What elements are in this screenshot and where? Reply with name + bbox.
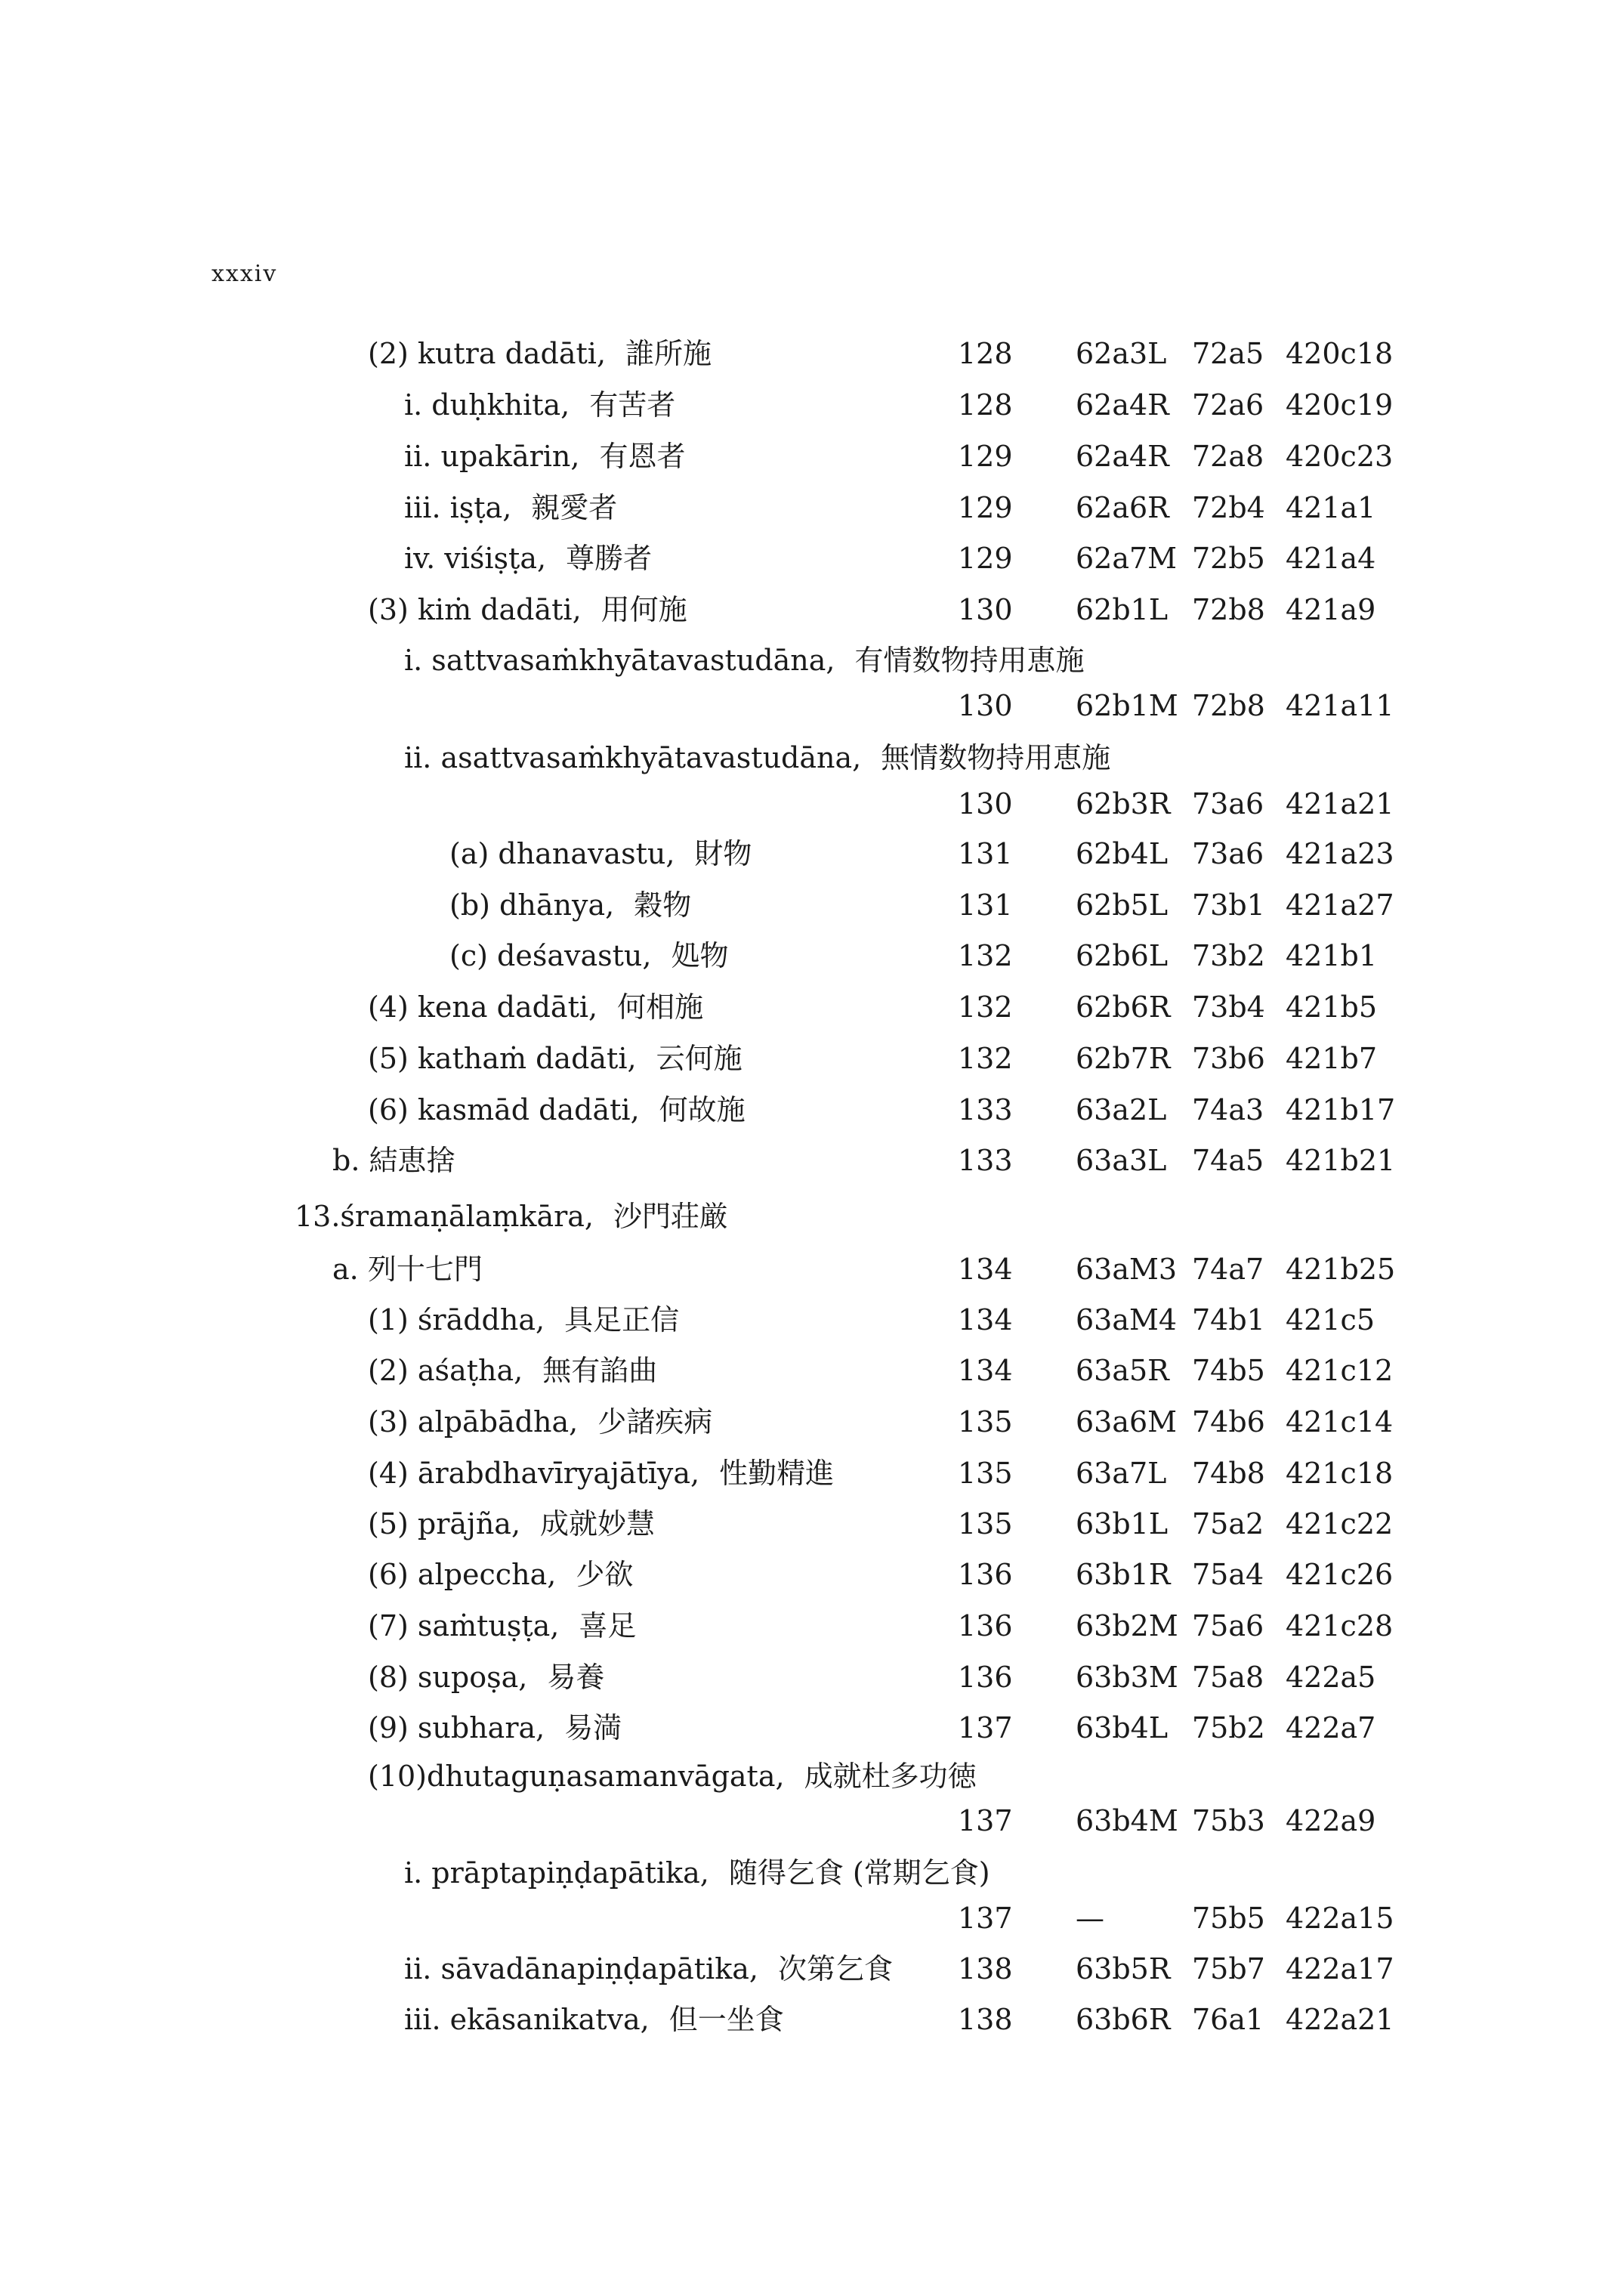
entry-title [368,1605,636,1647]
toc-entry [0,1553,1624,1596]
entry-ref1: 63b4L [1076,1711,1169,1744]
toc-entry [0,1503,1624,1545]
entry-chinese: 無情数物持用恵施 [881,741,1111,774]
toc-entry [0,1195,1624,1238]
entry-page: 128 [958,337,1013,370]
entry-ref3: 421c28 [1286,1609,1394,1642]
entry-ref3: 420c23 [1286,440,1394,473]
entry-ref1: 62b1M [1076,689,1178,722]
entry-ref1: 62b6L [1076,939,1169,972]
entry-sanskrit: (4) ārabdhavīryajātīya, [368,1457,700,1490]
entry-chinese: 但一坐食 [668,2003,784,2036]
entry-title [404,1852,990,1894]
toc-entry [0,1998,1624,2041]
entry-title [404,487,617,529]
entry-sanskrit: i. sattvasaṁkhyātavastudāna, [404,644,835,677]
entry-title [332,1139,455,1182]
page-number: xxxiv [211,261,278,287]
entry-title [368,1452,834,1494]
entry-ref1: 62a4R [1076,440,1169,473]
toc-entry [0,1755,1624,1797]
entry-page: 137 [958,1711,1013,1744]
entry-ref2: 75a4 [1192,1558,1264,1591]
entry-chinese: 喜足 [579,1609,637,1642]
entry-ref3: 421c5 [1286,1303,1375,1337]
entry-page: 134 [958,1303,1013,1337]
entry-title [404,1998,784,2041]
entry-ref1: 63a5R [1076,1354,1169,1387]
toc-entry [0,1707,1624,1749]
toc-entry [0,1452,1624,1494]
entry-chinese: 有恩者 [599,440,686,473]
toc-entry [0,435,1624,477]
entry-page: 136 [958,1661,1013,1694]
entry-ref2: 73b6 [1192,1042,1265,1075]
entry-ref2: 72a5 [1192,337,1264,370]
entry-page: 129 [958,542,1013,575]
entry-sanskrit: (2) aśaṭha, [368,1354,523,1387]
entry-title [368,1349,657,1392]
entry-page: 132 [958,1042,1013,1075]
entry-ref3: 421a21 [1286,787,1394,820]
entry-ref3: 422a21 [1286,2003,1394,2036]
entry-title [368,1553,633,1596]
entry-ref1: 62b1L [1076,593,1169,626]
entry-page: 135 [958,1405,1013,1438]
entry-page: 137 [958,1902,1013,1935]
entry-page: 133 [958,1093,1013,1126]
entry-ref3: 422a17 [1286,1952,1394,1985]
toc-entry [0,986,1624,1028]
entry-sanskrit: (a) dhanavastu, [449,837,675,870]
toc-entry [0,1349,1624,1392]
entry-ref2: 74a3 [1192,1093,1264,1126]
entry-ref3: 421c12 [1286,1354,1394,1387]
entry-title [368,1755,977,1797]
entry-chinese: 性勤精進 [719,1457,835,1490]
entry-ref3: 421a11 [1286,689,1394,722]
entry-chinese: 有情数物持用恵施 [854,644,1085,677]
entry-title [368,1037,743,1080]
entry-ref1: 62a7M [1076,542,1178,575]
entry-page: 135 [958,1457,1013,1490]
toc-entry [0,833,1624,875]
entry-ref1: 63aM4 [1076,1303,1178,1337]
entry-ref3: 421a4 [1286,542,1376,575]
entry-chinese: 尊勝者 [566,542,653,575]
entry-ref3: 422a5 [1286,1661,1376,1694]
entry-chinese: 易養 [547,1661,605,1694]
entry-title [449,935,728,977]
entry-ref3: 422a7 [1286,1711,1376,1744]
entry-sanskrit: (2) kutra dadāti, [368,337,607,370]
entry-page: 136 [958,1609,1013,1642]
entry-title [368,589,687,631]
entry-sanskrit: (5) kathaṁ dadāti, [368,1042,637,1075]
entry-sanskrit: i. prāptapiṇḍapātika, [404,1856,709,1890]
toc-entry [0,783,1624,825]
entry-title [404,639,1084,681]
entry-sanskrit: (7) saṁtuṣṭa, [368,1609,560,1642]
entry-title [404,1948,893,1990]
entry-ref3: 421c14 [1286,1405,1394,1438]
entry-ref1: 62b7R [1076,1042,1171,1075]
entry-page: 134 [958,1253,1013,1286]
toc-entry [0,884,1624,926]
entry-ref2: 72b4 [1192,491,1265,524]
entry-page: 134 [958,1354,1013,1387]
entry-sanskrit: a. 列十七門 [332,1253,483,1286]
entry-title [404,384,675,426]
entry-ref3: 421a27 [1286,888,1394,922]
entry-ref3: 421b17 [1286,1093,1396,1126]
entry-chinese: 沙門荘厳 [613,1200,729,1233]
toc-entry [0,684,1624,727]
entry-ref1: 63b4M [1076,1804,1178,1837]
entry-ref1: 62b5L [1076,888,1169,922]
entry-title [449,833,752,875]
entry-page: 132 [958,939,1013,972]
entry-sanskrit: ii. upakārin, [404,440,580,473]
entry-ref3: 420c18 [1286,337,1394,370]
entry-ref2: 74a5 [1192,1144,1264,1177]
entry-ref2: 75b2 [1192,1711,1265,1744]
toc-entry [0,1852,1624,1894]
entry-ref1: — [1076,1902,1104,1935]
entry-ref3: 421b25 [1286,1253,1396,1286]
entry-ref3: 421a23 [1286,837,1394,870]
entry-title [404,737,1110,779]
entry-ref2: 72b8 [1192,593,1265,626]
entry-ref3: 421a1 [1286,491,1376,524]
entry-sanskrit: (c) deśavastu, [449,939,652,972]
entry-title [368,1401,712,1443]
entry-sanskrit: (10)dhutaguṇasamanvāgata, [368,1760,785,1793]
entry-ref2: 74b6 [1192,1405,1265,1438]
entry-chinese: 成就妙慧 [540,1507,656,1540]
entry-ref2: 72a6 [1192,388,1264,422]
entry-sanskrit: (3) kiṁ dadāti, [368,593,582,626]
entry-ref2: 74a7 [1192,1253,1264,1286]
entry-ref2: 72b5 [1192,542,1265,575]
entry-page: 131 [958,888,1013,922]
entry-sanskrit: (3) alpābādha, [368,1405,579,1438]
toc-entry [0,332,1624,375]
toc-entry [0,1800,1624,1842]
entry-ref2: 73b4 [1192,990,1265,1024]
toc-entry [0,589,1624,631]
entry-ref2: 75b3 [1192,1804,1265,1837]
entry-ref1: 63b2M [1076,1609,1178,1642]
entry-ref1: 63b1R [1076,1558,1171,1591]
toc-entry [0,384,1624,426]
entry-ref3: 421c18 [1286,1457,1394,1490]
entry-page: 136 [958,1558,1013,1591]
entry-chinese: 何故施 [659,1093,746,1126]
entry-sanskrit: (5) prājña, [368,1507,521,1540]
toc-entry [0,1139,1624,1182]
entry-ref3: 421c26 [1286,1558,1394,1591]
entry-chinese: 次第乞食 [777,1952,893,1985]
entry-ref3: 422a15 [1286,1902,1394,1935]
entry-title [332,1248,483,1290]
entry-page: 128 [958,388,1013,422]
entry-ref1: 63a6M [1076,1405,1178,1438]
entry-ref1: 62b6R [1076,990,1171,1024]
toc-entry [0,1037,1624,1080]
entry-title [368,986,703,1028]
entry-ref2: 75a8 [1192,1661,1264,1694]
entry-page: 137 [958,1804,1013,1837]
toc-entry [0,537,1624,579]
entry-sanskrit: 13.śramaṇālaṃkāra, [295,1200,594,1233]
entry-chinese: 成就杜多功徳 [804,1760,977,1793]
entry-title [368,1656,604,1698]
entry-chinese: 有苦者 [589,388,676,422]
entry-page: 129 [958,491,1013,524]
toc-entry [0,1089,1624,1131]
entry-chinese: 用何施 [601,593,687,626]
entry-sanskrit: (1) śrāddha, [368,1303,545,1337]
entry-sanskrit: (6) kasmād dadāti, [368,1093,640,1126]
entry-ref2: 75a6 [1192,1609,1264,1642]
entry-title [368,1503,655,1545]
entry-ref1: 63a7L [1076,1457,1167,1490]
toc-entry [0,1897,1624,1939]
entry-ref3: 420c19 [1286,388,1394,422]
entry-page: 138 [958,2003,1013,2036]
entry-ref1: 63b6R [1076,2003,1171,2036]
entry-title [368,1089,746,1131]
entry-ref2: 75b5 [1192,1902,1265,1935]
entry-ref2: 74b8 [1192,1457,1265,1490]
toc-entry [0,639,1624,681]
toc-entry [0,1656,1624,1698]
entry-page: 135 [958,1507,1013,1540]
entry-page: 132 [958,990,1013,1024]
entry-title [449,884,691,926]
toc-entry [0,1605,1624,1647]
entry-page: 138 [958,1952,1013,1985]
entry-chinese: 無有諂曲 [542,1354,658,1387]
toc-entry [0,1948,1624,1990]
entry-ref2: 73b2 [1192,939,1265,972]
entry-ref3: 421c22 [1286,1507,1394,1540]
toc-entry [0,935,1624,977]
entry-sanskrit: (8) supoṣa, [368,1661,528,1694]
entry-chinese: 親愛者 [531,491,618,524]
entry-ref1: 63a2L [1076,1093,1167,1126]
entry-ref2: 75a2 [1192,1507,1264,1540]
entry-ref1: 63b3M [1076,1661,1178,1694]
entry-title [368,332,712,375]
entry-title [404,435,686,477]
entry-sanskrit: (4) kena dadāti, [368,990,598,1024]
entry-sanskrit: (b) dhānya, [449,888,615,922]
entry-ref1: 62a3L [1076,337,1167,370]
entry-ref1: 62b3R [1076,787,1171,820]
entry-chinese: 穀物 [634,888,692,922]
entry-ref2: 74b5 [1192,1354,1265,1387]
entry-ref2: 74b1 [1192,1303,1265,1337]
entry-ref1: 62a6R [1076,491,1169,524]
entry-chinese: 随得乞食 (常期乞食) [728,1856,990,1890]
entry-chinese: 云何施 [656,1042,743,1075]
entry-sanskrit: ii. sāvadānapiṇḍapātika, [404,1952,758,1985]
entry-ref1: 63a3L [1076,1144,1167,1177]
entry-ref2: 72b8 [1192,689,1265,722]
entry-ref1: 63aM3 [1076,1253,1178,1286]
toc-entry [0,737,1624,779]
entry-chinese: 処物 [671,939,729,972]
entry-chinese: 財物 [694,837,752,870]
entry-ref3: 421b5 [1286,990,1378,1024]
entry-page: 129 [958,440,1013,473]
entry-page: 131 [958,837,1013,870]
entry-sanskrit: iv. viśiṣṭa, [404,542,547,575]
entry-sanskrit: (6) alpeccha, [368,1558,557,1591]
entry-page: 130 [958,689,1013,722]
entry-ref2: 73a6 [1192,787,1264,820]
entry-chinese: 誰所施 [625,337,712,370]
entry-chinese: 具足正信 [564,1303,680,1337]
entry-sanskrit: iii. ekāsanikatva, [404,2003,650,2036]
entry-page: 130 [958,787,1013,820]
entry-page: 133 [958,1144,1013,1177]
entry-sanskrit: i. duḥkhita, [404,388,570,422]
entry-ref3: 421b1 [1286,939,1378,972]
toc-entry [0,487,1624,529]
entry-ref2: 72a8 [1192,440,1264,473]
entry-chinese: 何相施 [617,990,704,1024]
toc-entry [0,1248,1624,1290]
entry-chinese: 少諸疾病 [597,1405,713,1438]
entry-title [295,1195,728,1238]
entry-ref3: 421b21 [1286,1144,1396,1177]
entry-ref2: 73a6 [1192,837,1264,870]
entry-ref1: 63b1L [1076,1507,1169,1540]
entry-ref1: 63b5R [1076,1952,1171,1985]
entry-sanskrit: (9) subhara, [368,1711,545,1744]
entry-title [368,1299,679,1341]
entry-sanskrit: b. 結恵捨 [332,1144,455,1177]
entry-page: 130 [958,593,1013,626]
entry-title [404,537,652,579]
entry-ref2: 73b1 [1192,888,1265,922]
entry-ref2: 75b7 [1192,1952,1265,1985]
entry-sanskrit: iii. iṣṭa, [404,491,512,524]
entry-ref3: 422a9 [1286,1804,1376,1837]
entry-ref3: 421b7 [1286,1042,1378,1075]
entry-ref1: 62a4R [1076,388,1169,422]
entry-sanskrit: ii. asattvasaṁkhyātavastudāna, [404,741,862,774]
entry-chinese: 易満 [564,1711,622,1744]
entry-ref1: 62b4L [1076,837,1169,870]
entry-chinese: 少欲 [576,1558,634,1591]
toc-entry [0,1299,1624,1341]
toc-entry [0,1401,1624,1443]
entry-ref2: 76a1 [1192,2003,1264,2036]
entry-title [368,1707,622,1749]
entry-ref3: 421a9 [1286,593,1376,626]
